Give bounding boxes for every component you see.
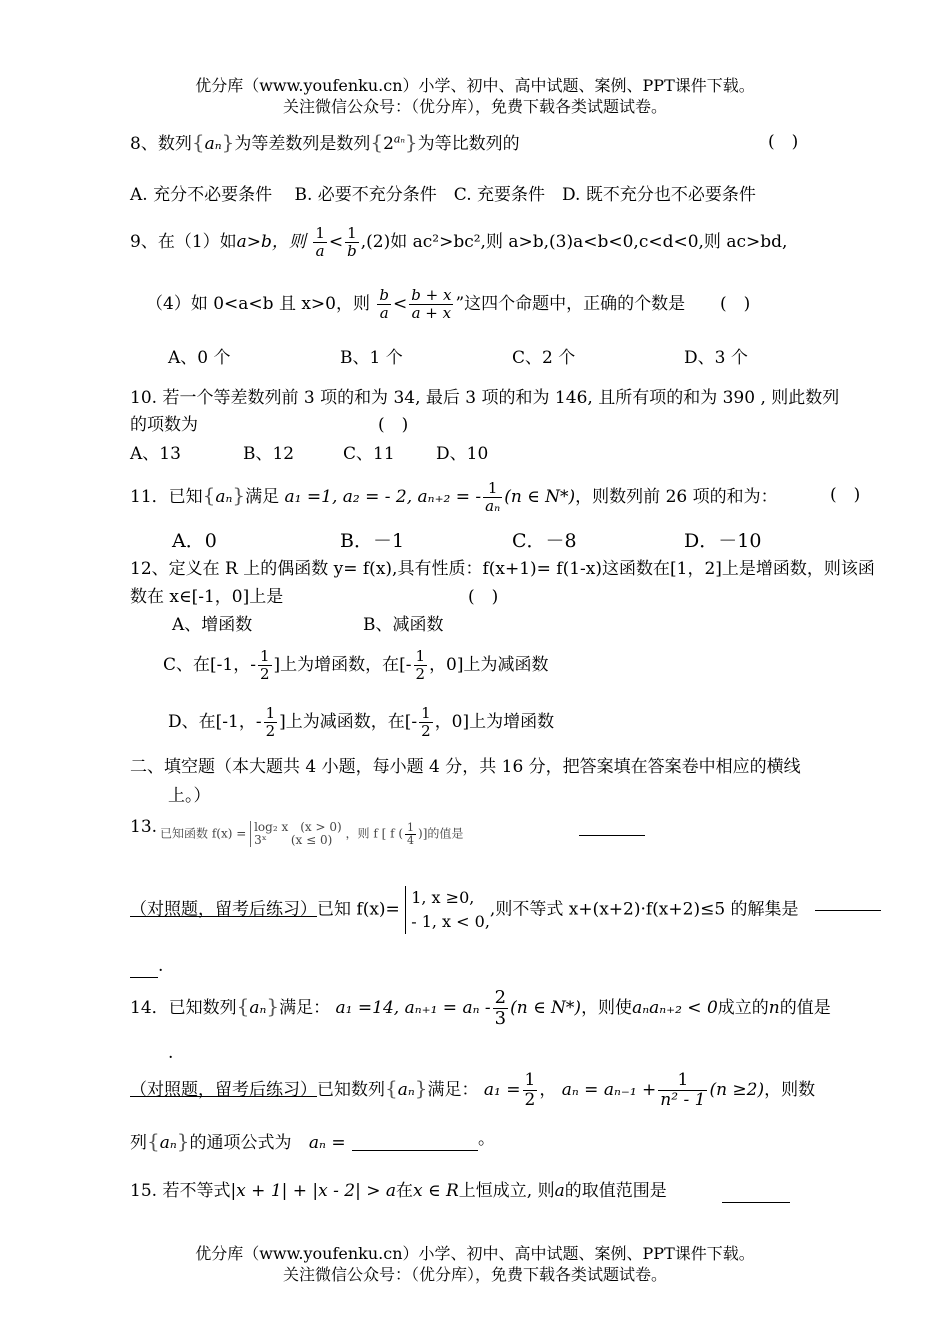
footer-line-1: 优分库（www.youfenku.cn）小学、初中、高中试题、案例、PPT课件下载。 (195, 1244, 755, 1263)
header-line-1: 优分库（www.youfenku.cn）小学、初中、高中试题、案例、PPT课件下载。 (195, 76, 755, 95)
q12-line-2: 数在 x∈[-1，0]上是 (130, 587, 284, 607)
header-line-2: 关注微信公众号：（优分库），免费下载各类试题试卷。 (282, 97, 667, 116)
q14-ref-line: （对照题，留考后练习）已知数列{aₙ}满足： a₁ = $\frac{1}{2}$ ， aₙ = aₙ₋₁ + $\frac{1}{\text{n² - 1}}$ (n ≥2)，则数 (130, 1070, 816, 1110)
q10-answer-paren[interactable]: ( ) (378, 415, 409, 435)
q9-line-2: （4）如 0<a<b 且 x>0，则 $\frac{b}{a}$ < $\frac{b + x}{a + x}$ ”这四个命题中，正确的个数是 (146, 286, 686, 322)
q10-option-a: A、13 (130, 444, 181, 464)
q11-option-a: A．0 (172, 530, 217, 552)
section2-title-line-2: 上。） (168, 786, 211, 806)
q14-cont: . (168, 1043, 174, 1063)
q13-number: 13. (130, 817, 158, 837)
q13-ref-line: （对照题，留考后练习）已知 f(x)= 1, x ≥0, - 1, x < 0, ,则不等式 x+(x+2)·f(x+2)≤5 的解集是 (130, 886, 799, 934)
q13-stem: 已知函数 f(x) = log₂ x (x > 0) 3ˣ (x ≤ 0) ，则 f [ f ( $\frac{1}{4}$ )]的值是 (160, 820, 464, 847)
q8-options: A. 充分不必要条件 B. 必要不充分条件 C. 充要条件 D. 既不充分也不必要条件 (130, 185, 756, 205)
q15-stem: 15. 若不等式|x + 1| + |x - 2| > a在x ∈ R上恒成立, 则a的取值范围是 (130, 1181, 667, 1201)
q11-option-b: B．－1 (340, 530, 405, 552)
q10-option-c: C、11 (343, 444, 395, 464)
q9-line-1: 9、在（1）如a>b，则 $\frac{1}{a}$ < $\frac{1}{b}$ ,(2)如 ac²>bc²,则 a>b,(3)a<b<0,c<d<0,则 ac>bd, (130, 224, 788, 260)
q9-answer-paren[interactable]: ( ) (720, 294, 751, 314)
q14-stem: 14．已知数列{aₙ}满足： a₁ =14, aₙ₊₁ = aₙ - $\frac{2}{3}$ (n ∈ N*)，则使aₙaₙ₊₂ < 0成立的n的值是 (130, 987, 831, 1029)
q11-option-c: C．－8 (512, 530, 577, 552)
q8-stem: 8、数列{aₙ}为等差数列是数列$\{2^{a_n}\}$为等比数列的 (130, 130, 520, 154)
q9-option-c: C、2 个 (512, 348, 576, 368)
q13-ref-answer-blank[interactable] (815, 888, 881, 911)
q15-answer-blank[interactable] (722, 1180, 790, 1203)
q12-line-1: 12、定义在 R 上的偶函数 y= f(x),具有性质：f(x+1)= f(1-x)这函数在[1，2]上是增函数，则该函 (130, 559, 875, 579)
q9-frac-1a: $\frac{1}{a}$ (315, 224, 325, 260)
q9-option-a: A、0 个 (168, 348, 231, 368)
q10-line-1: 10. 若一个等差数列前 3 项的和为 34, 最后 3 项的和为 146, 且所有项的和为 390 , 则此数列 (130, 388, 840, 408)
q14-ref-line-2: 列{aₙ}的通项公式为 aₙ = (130, 1129, 346, 1153)
q9-frac-1b: $\frac{1}{b}$ (347, 224, 357, 260)
q10-line-2: 的项数为 (130, 415, 198, 435)
q9-option-b: B、1 个 (340, 348, 403, 368)
footer-line-2: 关注微信公众号：（优分库），免费下载各类试题试卷。 (282, 1265, 667, 1284)
q12-option-a: A、增函数 (172, 615, 253, 635)
q11-option-d: D．－10 (684, 530, 762, 552)
q9-frac-ba: $\frac{b}{a}$ (379, 286, 390, 322)
q12-option-c: C、在[-1，- $\frac{1}{2}$ ]上为增函数，在[- $\frac{1}{2}$ ，0]上为减函数 (163, 647, 549, 683)
section2-title-line-1: 二、填空题（本大题共 4 小题，每小题 4 分，共 16 分，把答案填在答案卷中相应的横线 (130, 757, 801, 777)
q13-answer-blank[interactable] (579, 813, 645, 836)
q11-answer-paren[interactable]: ( ) (830, 485, 861, 505)
q8-answer-paren[interactable]: ( ) (768, 132, 799, 152)
q11-stem: 11．已知{aₙ}满足 a₁ =1, a₂ = - 2, aₙ₊₂ = - $\frac{1}{\text{aₙ}}$ (n ∈ N*)，则数列前 26 项的和为： (130, 479, 778, 515)
q12-option-d: D、在[-1，- $\frac{1}{2}$ ]上为减函数，在[- $\frac{1}{2}$ ，0]上为增函数 (168, 704, 555, 740)
q11-frac: $\frac{1}{\text{aₙ}}$ (485, 479, 501, 515)
q10-option-b: B、12 (243, 444, 295, 464)
q12-option-b: B、减函数 (363, 615, 444, 635)
q9-frac-bxax: $\frac{b + x}{a + x}$ (411, 286, 452, 322)
q9-option-d: D、3 个 (684, 348, 748, 368)
q13-ref-blank-cont[interactable]: . (130, 955, 163, 978)
q12-answer-paren[interactable]: ( ) (468, 587, 499, 607)
q10-option-d: D、10 (436, 444, 489, 464)
q14-ref-answer-blank[interactable]: 。 (352, 1128, 495, 1151)
